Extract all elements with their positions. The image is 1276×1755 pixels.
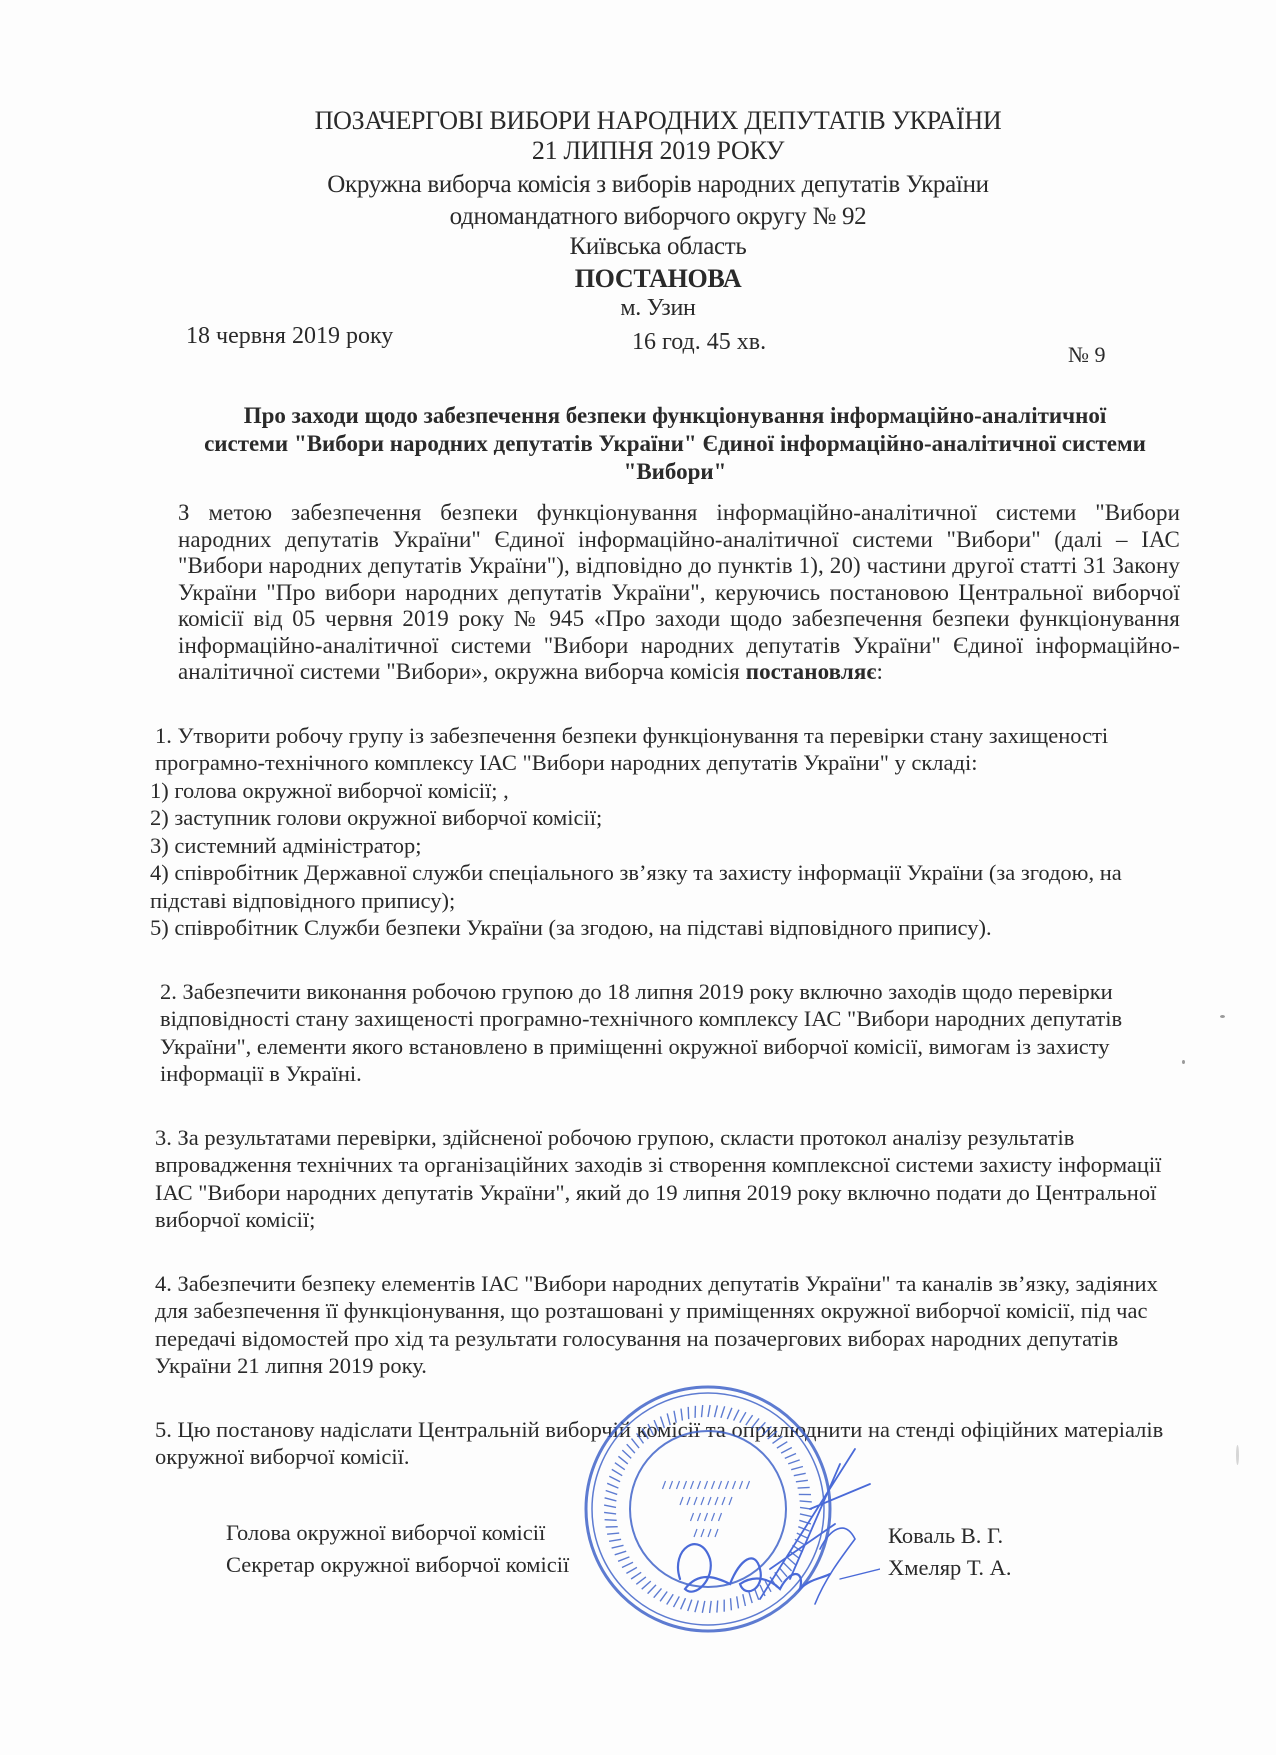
stamp-glyph-mark <box>688 1599 692 1610</box>
working-group-member-3: 3) системний адміністратор; <box>150 832 422 858</box>
stamp-glyph-mark <box>702 1600 705 1612</box>
commission-name: Окружна виборча комісія з виборів народних депутатів України <box>327 171 989 198</box>
stamp-glyph-mark <box>636 1576 646 1583</box>
stamp-glyph-mark <box>607 1533 619 1534</box>
stamp-glyph-mark <box>800 1500 812 1501</box>
stamp-glyph-mark <box>648 1584 656 1593</box>
stamp-glyph-mark <box>660 1591 667 1601</box>
stamp-glyph-mark <box>755 1588 759 1599</box>
stamp-glyph-mark <box>775 1572 782 1582</box>
stamp-glyph-mark <box>604 1505 616 1507</box>
stamp-glyph-mark <box>710 1600 712 1612</box>
document-type-title: ПОСТАНОВА <box>574 264 742 293</box>
stamp-glyph-mark <box>798 1487 810 1488</box>
preamble-paragraph <box>178 500 1180 686</box>
chair-role: Голова окружної виборчої комісії <box>226 1519 546 1545</box>
district-name: одномандатного виборчого округу № 92 <box>449 203 867 230</box>
stamp-glyph-mark <box>654 1588 662 1597</box>
document-header <box>0 106 1276 322</box>
stamp-glyph-mark <box>607 1483 618 1488</box>
stamp-glyph-mark <box>793 1545 803 1552</box>
stamp-glyph-mark <box>731 1598 732 1610</box>
working-group-member-2: 2) заступник голови окружної виборчої комісії; <box>150 805 603 830</box>
resolves-keyword: постановляє <box>745 659 877 684</box>
document-time: 16 год. 45 хв. <box>632 329 767 355</box>
stamp-glyph-mark <box>681 1598 686 1609</box>
stamp-glyph-mark <box>618 1556 629 1560</box>
resolution-item-4: 4. Забезпечити безпеку елементів ІАС "Вибори народних депутатів України" та каналів зв’язку, задіяних для забезпечення її функціонування, що розташовані у приміщеннях окружної виборчої комісії, під час передачі відомостей про хід та результати голосування на позачергових виборах народних депутатів України 21 липня 2019 року. <box>155 1270 1158 1378</box>
document-number: № 9 <box>1068 342 1106 367</box>
document-meta-row <box>0 322 1276 384</box>
stamp-glyph-mark <box>674 1596 680 1607</box>
stamp-glyph-mark <box>749 1591 752 1603</box>
stamp-glyph-mark <box>760 1584 765 1595</box>
scan-speck <box>1182 1060 1185 1064</box>
stamp-glyph-mark <box>642 1581 651 1589</box>
stamp-glyph-mark <box>609 1476 620 1482</box>
stamp-glyph-mark <box>609 1539 621 1541</box>
scan-speck <box>1220 1015 1225 1018</box>
working-group-member-5: 5) співробітник Служби безпеки України (за згодою, на підставі відповідного припису). <box>150 915 992 940</box>
scan-speck <box>1236 1445 1239 1465</box>
stamp-glyph-mark <box>605 1497 617 1500</box>
stamp-glyph-mark <box>797 1533 808 1538</box>
stamp-glyph-mark <box>795 1539 806 1545</box>
stamp-glyph-mark <box>667 1594 674 1604</box>
stamp-glyph-mark <box>615 1551 627 1555</box>
stamp-glyph-mark <box>798 1526 809 1530</box>
region-name: Київська область <box>569 233 747 260</box>
stamp-inner-lettering <box>663 1481 750 1537</box>
stamp-inner-line-mark <box>691 1513 722 1521</box>
chair-name: Коваль В. Г. <box>888 1522 1004 1548</box>
resolution-item-5: 5. Цю постанову надіслати Центральній виборчій комісії та оприлюднити на стенді офіційних матеріалів окружної виборчої комісії. <box>155 1416 1164 1469</box>
resolution-item-2: 2. Забезпечити виконання робочою групою до 18 липня 2019 року включно заходів щодо перевірки відповідності стану захищеності програмно-технічного комплексу ІАС "Вибори народних депутатів України", елементи якого встановлено в приміщенні окружної виборчої комісії, вимогам із захисту інформації в Україні. <box>160 978 1123 1086</box>
stamp-glyph-mark <box>631 1572 641 1579</box>
stamp-glyph-mark <box>800 1507 812 1509</box>
stamp-glyph-mark <box>787 1556 796 1564</box>
election-title: ПОЗАЧЕРГОВІ ВИБОРИ НАРОДНИХ ДЕПУТАТІВ УКРАЇНИ <box>314 106 1002 135</box>
document-date: 18 червня 2019 року <box>186 323 394 349</box>
secretary-name: Хмеляр Т. А. <box>888 1554 1012 1580</box>
resolution-item-3: 3. За результатами перевірки, здійсненої робочою групою, скласти протокол аналізу результатів впровадження технічних та організаційних заходів зі створення комплексної системи захисту інформації ІАС "Вибори народних депутатів України", який до 19 липня 2019 року включно подати до Центральної виборчої комісії; <box>155 1124 1162 1232</box>
stamp-glyph-mark <box>770 1576 777 1586</box>
stamp-inner-line-mark <box>663 1481 750 1489</box>
working-group-member-4: 4) співробітник Державної служби спеціального зв’язку та захисту інформації України (за згодою, на підставі відповідного припису); <box>150 860 1122 913</box>
stamp-inner-line-mark <box>680 1497 732 1505</box>
document-city: м. Узин <box>620 295 696 321</box>
secretary-role: Секретар окружної виборчої комісії <box>226 1551 570 1577</box>
working-group-member-1: 1) голова окружної виборчої комісії; , <box>150 777 509 803</box>
stamp-glyph-mark <box>612 1545 624 1548</box>
stamp-inner-line-mark <box>694 1529 718 1537</box>
stamp-glyph-mark <box>606 1490 618 1494</box>
signature-block <box>0 1519 1276 1689</box>
preamble-text: З метою забезпечення безпеки функціонування інформаційно-аналітичної системи "Вибори народних депутатів України" Єдиної інформаційно-аналітичної системи "Вибори" (далі – ІАС "Вибори народних депутатів України"), відповідно до пунктів 1), 20) частини другої статті 31 Закону України "Про вибори народних депутатів України", керуючись постановою Центральної виборчої комісії від 05 червня 2019 року № 945 «Про заходи щодо забезпечення безпеки функціонування інформаційно-аналітичної системи "Вибори народних депутатів України" Єдиної інформаційно-аналітичної системи "Вибори», окружна виборча комісія <box>178 500 1180 684</box>
stamp-glyph-mark <box>779 1567 787 1576</box>
stamp-glyph-mark <box>695 1600 698 1612</box>
stamp-glyph-mark <box>743 1594 746 1606</box>
resolution-item-1: 1. Утворити робочу групу із забезпечення безпеки функціонування та перевірки стану захищеності програмно-технічного комплексу ІАС "Вибори народних депутатів України" у складі: <box>155 722 1109 775</box>
stamp-glyph-mark <box>783 1562 792 1571</box>
resolution-subject: Про заходи щодо забезпечення безпеки функціонування інформаційно-аналітичної системи "Вибори народних депутатів України" Єдиної інформаційно-аналітичної системи "Вибори" <box>204 403 1146 484</box>
stamp-glyph-mark <box>765 1581 771 1592</box>
stamp-glyph-mark <box>622 1562 633 1567</box>
stamp-glyph-mark <box>737 1596 739 1608</box>
stamp-glyph-mark <box>790 1551 800 1558</box>
stamp-glyph-mark <box>796 1480 808 1482</box>
preamble-end: : <box>876 659 883 684</box>
election-date: 21 ЛИПНЯ 2019 РОКУ <box>531 136 785 165</box>
stamp-glyph-mark <box>799 1520 811 1524</box>
stamp-glyph-mark <box>794 1473 806 1475</box>
stamp-glyph-mark <box>626 1567 637 1573</box>
stamp-glyph-mark <box>800 1513 812 1516</box>
stamp-glyph-mark <box>604 1512 616 1514</box>
stamp-glyph-mark <box>717 1600 718 1612</box>
stamp-glyph-mark <box>605 1519 617 1520</box>
